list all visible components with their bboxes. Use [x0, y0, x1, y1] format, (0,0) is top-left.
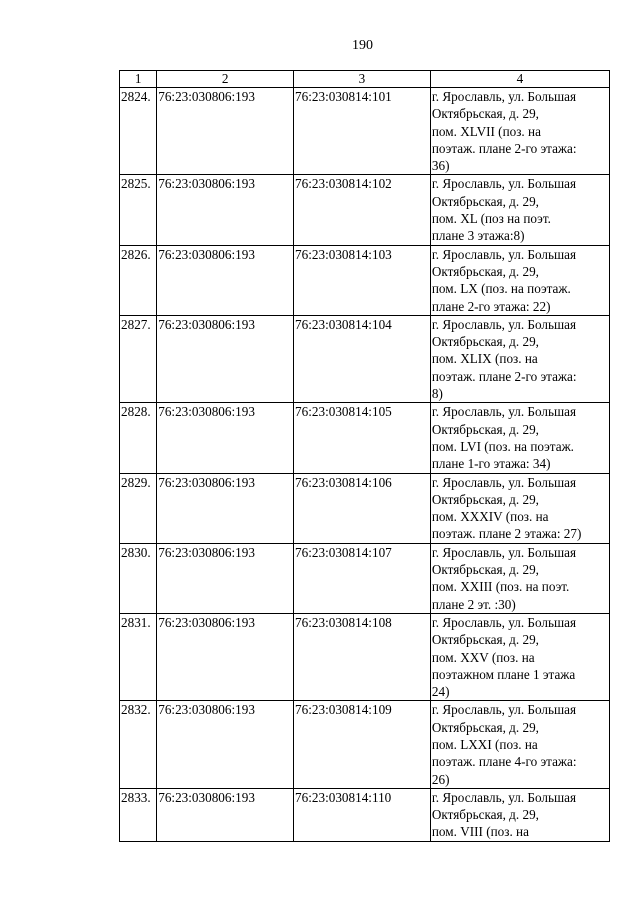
address-line: пом. XXV (поз. на — [431, 649, 535, 665]
new-cadastral-number-cell: 76:23:030814:106 — [294, 473, 431, 543]
page-number: 190 — [352, 38, 373, 53]
row-number-cell: 2827. — [120, 315, 157, 402]
old-cadastral-number-cell: 76:23:030806:193 — [157, 473, 294, 543]
row-number-cell: 2828. — [120, 403, 157, 473]
old-cadastral-number-cell: 76:23:030806:193 — [157, 88, 294, 175]
new-cadastral-number-cell: 76:23:030814:101 — [294, 88, 431, 175]
address-line: г. Ярославль, ул. Большая — [431, 246, 577, 262]
address-line: г. Ярославль, ул. Большая — [431, 176, 577, 192]
address-line: Октябрьская, д. 29, — [431, 562, 539, 578]
address-line: г. Ярославль, ул. Большая — [431, 474, 577, 490]
address-line: г. Ярославль, ул. Большая — [431, 404, 577, 420]
table-row — [120, 245, 610, 315]
address-line: плане 3 этажа:8) — [431, 228, 525, 244]
address-cell — [430, 88, 609, 175]
row-number-cell: 2832. — [120, 701, 157, 788]
address-cell — [430, 788, 609, 841]
address-line: Октябрьская, д. 29, — [431, 491, 539, 507]
old-cadastral-number-cell: 76:23:030806:193 — [157, 403, 294, 473]
address-line: г. Ярославль, ул. Большая — [431, 544, 577, 560]
address-line: 24) — [431, 684, 450, 700]
address-line: г. Ярославль, ул. Большая — [431, 316, 577, 332]
table-row — [120, 88, 610, 175]
new-cadastral-number-cell: 76:23:030814:108 — [294, 613, 431, 700]
address-line: пом. VIII (поз. на — [431, 824, 529, 840]
table-row — [120, 701, 610, 788]
address-line: 36) — [431, 158, 450, 174]
address-line: пом. XXXIV (поз. на — [431, 509, 549, 525]
row-number-cell: 2829. — [120, 473, 157, 543]
new-cadastral-number-cell: 76:23:030814:102 — [294, 175, 431, 245]
address-cell — [430, 175, 609, 245]
address-cell — [430, 245, 609, 315]
row-number-cell: 2831. — [120, 613, 157, 700]
new-cadastral-number-cell: 76:23:030814:105 — [294, 403, 431, 473]
column-header-4: 4 — [430, 71, 609, 88]
address-line: Октябрьская, д. 29, — [431, 263, 539, 279]
cadastral-table — [119, 70, 610, 842]
address-cell — [430, 613, 609, 700]
address-line: пом. XLVII (поз. на — [431, 123, 541, 139]
address-line: Октябрьская, д. 29, — [431, 193, 539, 209]
column-header-1: 1 — [120, 71, 157, 88]
table-row — [120, 315, 610, 402]
address-line: плане 1-го этажа: 34) — [431, 456, 551, 472]
address-line: г. Ярославль, ул. Большая — [431, 614, 577, 630]
new-cadastral-number-cell: 76:23:030814:110 — [294, 788, 431, 841]
address-line: плане 2-го этажа: 22) — [431, 298, 551, 314]
address-cell — [430, 403, 609, 473]
address-line: г. Ярославль, ул. Большая — [431, 702, 577, 718]
address-line: г. Ярославль, ул. Большая — [431, 89, 577, 104]
address-line: пом. XXIII (поз. на поэт. — [431, 579, 570, 595]
column-header-3: 3 — [294, 71, 431, 88]
table-row — [120, 543, 610, 613]
old-cadastral-number-cell: 76:23:030806:193 — [157, 613, 294, 700]
old-cadastral-number-cell: 76:23:030806:193 — [157, 788, 294, 841]
address-line: Октябрьская, д. 29, — [431, 807, 539, 823]
column-header-2: 2 — [157, 71, 294, 88]
address-line: поэтаж. плане 4-го этажа: — [431, 754, 577, 770]
address-cell — [430, 315, 609, 402]
address-line: Октябрьская, д. 29, — [431, 719, 539, 735]
new-cadastral-number-cell: 76:23:030814:103 — [294, 245, 431, 315]
address-line: Октябрьская, д. 29, — [431, 421, 539, 437]
row-number-cell: 2824. — [120, 88, 157, 175]
table-row — [120, 788, 610, 841]
address-line: поэтажном плане 1 этажа — [431, 666, 576, 682]
address-line: Октябрьская, д. 29, — [431, 632, 539, 648]
address-line: пом. XLIX (поз. на — [431, 351, 538, 367]
address-line: поэтаж. плане 2-го этажа: — [431, 368, 577, 384]
address-cell — [430, 543, 609, 613]
new-cadastral-number-cell: 76:23:030814:104 — [294, 315, 431, 402]
new-cadastral-number-cell: 76:23:030814:107 — [294, 543, 431, 613]
old-cadastral-number-cell: 76:23:030806:193 — [157, 543, 294, 613]
address-line: пом. LVI (поз. на поэтаж. — [431, 438, 574, 454]
address-line: поэтаж. плане 2-го этажа: — [431, 140, 577, 156]
old-cadastral-number-cell: 76:23:030806:193 — [157, 701, 294, 788]
table-header — [120, 71, 610, 88]
table-row — [120, 473, 610, 543]
address-line: 26) — [431, 771, 450, 787]
header-row — [120, 71, 610, 88]
old-cadastral-number-cell: 76:23:030806:193 — [157, 315, 294, 402]
table-body — [120, 88, 610, 842]
address-line: Октябрьская, д. 29, — [431, 106, 539, 122]
row-number-cell: 2833. — [120, 788, 157, 841]
row-number-cell: 2826. — [120, 245, 157, 315]
address-cell — [430, 473, 609, 543]
row-number-cell: 2825. — [120, 175, 157, 245]
address-line: поэтаж. плане 2 этажа: 27) — [431, 526, 582, 542]
address-line: Октябрьская, д. 29, — [431, 334, 539, 350]
table-row — [120, 403, 610, 473]
old-cadastral-number-cell: 76:23:030806:193 — [157, 175, 294, 245]
address-line: пом. LXXI (поз. на — [431, 736, 538, 752]
address-line: пом. XL (поз на поэт. — [431, 211, 551, 227]
row-number-cell: 2830. — [120, 543, 157, 613]
address-cell — [430, 701, 609, 788]
table-row — [120, 175, 610, 245]
address-line: пом. LX (поз. на поэтаж. — [431, 281, 571, 297]
table-row — [120, 613, 610, 700]
address-line: плане 2 эт. :30) — [431, 596, 516, 612]
old-cadastral-number-cell: 76:23:030806:193 — [157, 245, 294, 315]
new-cadastral-number-cell: 76:23:030814:109 — [294, 701, 431, 788]
address-line: г. Ярославль, ул. Большая — [431, 789, 577, 805]
address-line: 8) — [431, 386, 443, 402]
